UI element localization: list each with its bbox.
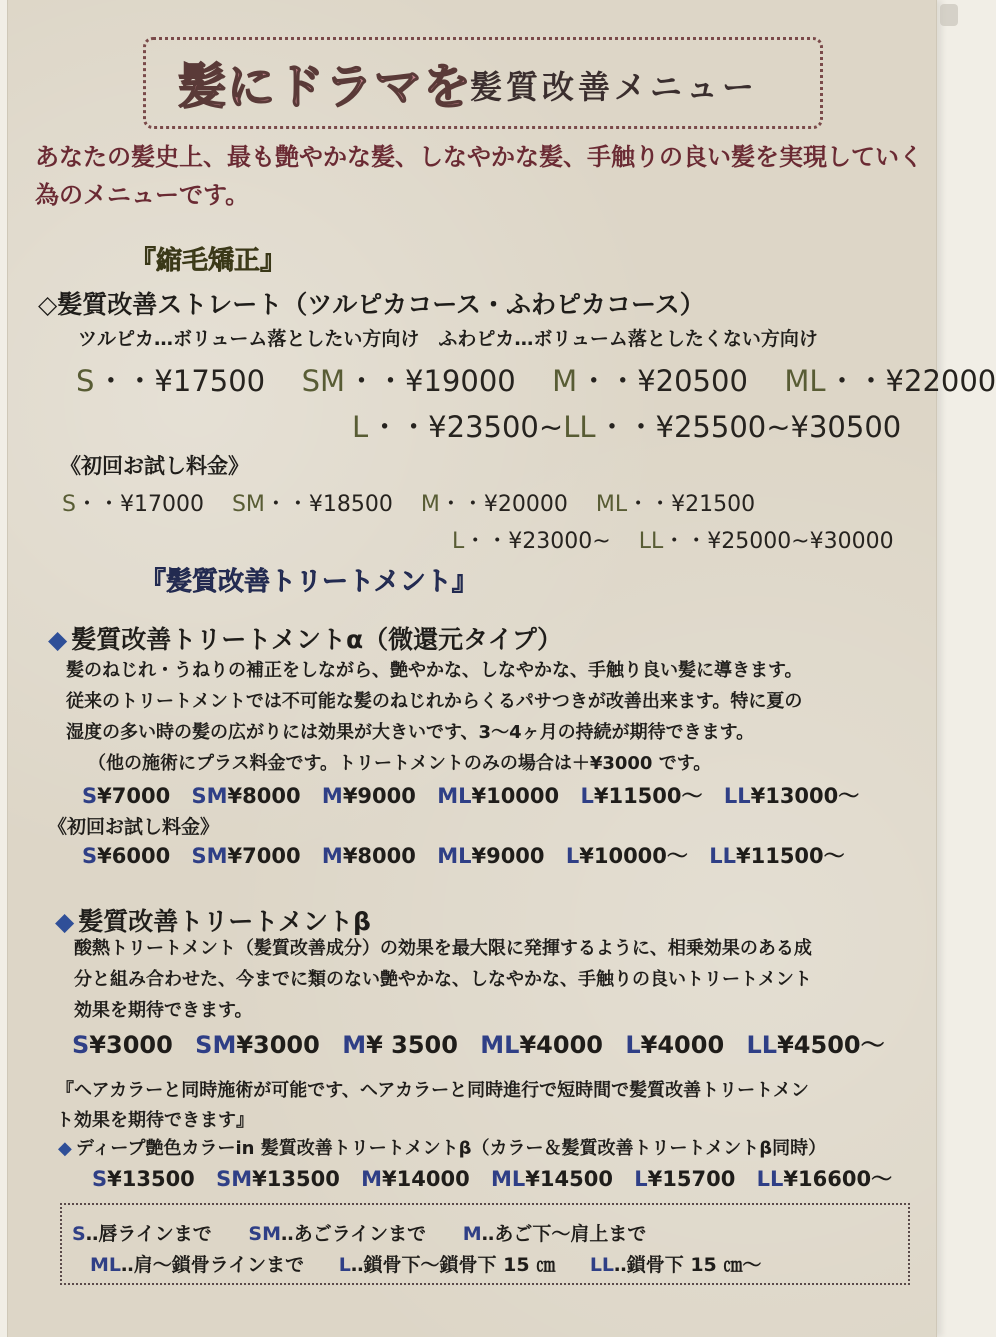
price-value: ¥11500～ — [593, 784, 703, 808]
price-size: SM — [195, 1031, 237, 1059]
alpha-trial-prices — [82, 840, 845, 870]
price-value: ・・¥17500 — [96, 364, 266, 398]
price-value: ¥15700 — [647, 1167, 736, 1191]
straight-trial-row1 — [62, 487, 755, 518]
length-text: ‥肩～鎖骨ラインまで — [121, 1254, 305, 1276]
straight-price-row1 — [76, 359, 996, 400]
deep-color-title-text: ディープ艶色カラーin 髪質改善トリートメントβ（カラー＆髪質改善トリートメントβ同時） — [75, 1138, 827, 1159]
price-size: M — [420, 492, 440, 517]
price-size: S — [62, 492, 76, 517]
price-size: S — [82, 844, 98, 868]
length-text: ‥あごラインまで — [281, 1223, 427, 1245]
straight-section-header: 『縮毛矯正』 — [130, 246, 287, 276]
price-value: ・・¥23000~ — [464, 529, 611, 554]
price-value: ・・¥21500 — [627, 492, 756, 517]
alpha-trial-label: 《初回お試し料金》 — [48, 816, 220, 838]
price-value: ・・¥19000 — [347, 364, 516, 398]
price-value: ¥8000 — [342, 844, 416, 868]
price-size: M — [321, 844, 343, 868]
price-size: LL — [563, 410, 596, 444]
size-label: L — [338, 1254, 351, 1276]
price-value: ¥3000 — [236, 1031, 320, 1059]
price-size: S — [76, 364, 95, 398]
size-label: ML — [90, 1254, 122, 1276]
note-line: ト効果を期待できます』 — [56, 1110, 254, 1131]
beta-description — [74, 933, 812, 1026]
price-value: ¥8000 — [227, 784, 301, 808]
size-label: LL — [589, 1254, 615, 1276]
length-text: ‥唇ラインまで — [85, 1223, 212, 1245]
length-guide-row1 — [72, 1219, 646, 1246]
price-value: ¥11500～ — [735, 844, 845, 868]
size-label: SM — [248, 1223, 282, 1245]
price-value: ¥16600～ — [783, 1167, 893, 1191]
price-size: LL — [756, 1167, 784, 1191]
price-value: ・・¥22000 — [827, 364, 996, 398]
price-value: ¥7000 — [97, 784, 171, 808]
price-size: M — [321, 784, 343, 808]
intro-text: あなたの髪史上、最も艶やかな髪、しなやかな髪、手触りの良い髪を実現していく為のメニューです。 — [35, 143, 923, 209]
price-value: ・・¥17000 — [75, 492, 204, 517]
price-size: ML — [595, 492, 628, 517]
length-text: ‥鎖骨下～鎖骨下 15 ㎝ — [350, 1254, 556, 1276]
desc-line: 分と組み合わせた、今までに類のない艶やかな、しなやかな、手触りの良いトリートメント — [74, 969, 812, 990]
price-size: L — [565, 844, 580, 868]
diamond-icon: ◆ — [48, 625, 68, 654]
price-size: LL — [709, 844, 736, 868]
price-size: M — [342, 1031, 367, 1059]
beta-prices — [72, 1025, 885, 1060]
price-size: M — [552, 364, 578, 398]
price-size: S — [92, 1167, 108, 1191]
desc-line: （他の施術にプラス料金です。トリートメントのみの場合は＋¥3000 です。 — [88, 753, 712, 774]
price-value: ¥6000 — [97, 844, 171, 868]
price-size: L — [634, 1167, 648, 1191]
price-value: ¥4000 — [640, 1031, 725, 1059]
price-value: ¥9000 — [471, 844, 545, 868]
price-size: ML — [480, 1031, 520, 1059]
price-size: ML — [437, 844, 472, 868]
price-size: L — [452, 529, 465, 554]
alpha-description — [66, 655, 803, 779]
title-main: 髪にドラマを — [178, 59, 473, 115]
deep-color-prices — [92, 1163, 892, 1193]
desc-line: 湿度の多い時の髪の広がりには効果が大きいです、3～4ヶ月の持続が期待できます。 — [66, 722, 755, 743]
price-size: L — [580, 784, 594, 808]
length-guide-row2 — [90, 1250, 761, 1277]
desc-line: 効果を期待できます。 — [74, 1000, 253, 1021]
desc-line: 酸熱トリートメント（髪質改善成分）の効果を最大限に発揮するように、相乗効果のある成 — [74, 938, 812, 959]
price-size: ML — [437, 784, 472, 808]
diamond-icon: ◆ — [58, 1138, 72, 1159]
price-value: ・・¥25000~¥30000 — [663, 529, 894, 554]
price-value: ¥ 3500 — [366, 1031, 458, 1059]
price-size: S — [82, 784, 98, 808]
price-size: ML — [491, 1167, 526, 1191]
straight-trial-row2 — [452, 524, 894, 555]
price-size: M — [361, 1167, 383, 1191]
length-text: ‥あご下～肩上まで — [481, 1223, 647, 1245]
length-text: ‥鎖骨下 15 ㎝～ — [614, 1254, 762, 1276]
straight-item-title: ◇髪質改善ストレート（ツルピカコース・ふわピカコース） — [38, 290, 705, 319]
note-line: 『ヘアカラーと同時施術が可能です、ヘアカラーと同時進行で短時間で髪質改善トリートメン — [56, 1080, 809, 1101]
size-label: M — [462, 1223, 482, 1245]
price-size: ML — [784, 364, 826, 398]
straight-trial-label: 《初回お試し料金》 — [60, 454, 249, 478]
price-value: ¥3000 — [89, 1031, 173, 1059]
alpha-title — [48, 620, 562, 656]
beta-title-text: 髪質改善トリートメントβ — [78, 907, 371, 936]
color-note — [56, 1076, 809, 1136]
price-size: SM — [191, 784, 228, 808]
price-size: SM — [301, 364, 346, 398]
price-size: L — [352, 410, 369, 444]
alpha-title-text: 髪質改善トリートメントα（微還元タイプ） — [71, 625, 563, 654]
diamond-icon: ◆ — [55, 907, 75, 936]
price-value: ¥4500～ — [777, 1031, 885, 1059]
price-size: LL — [746, 1031, 778, 1059]
price-size: LL — [723, 784, 751, 808]
price-size: SM — [216, 1167, 253, 1191]
straight-price-row2 — [352, 405, 901, 446]
desc-line: 髪のねじれ・うねりの補正をしながら、艶やかな、しなやかな、手触り良い髪に導きます。 — [66, 660, 803, 681]
price-value: ¥10000 — [471, 784, 560, 808]
price-size: LL — [638, 529, 664, 554]
course-description: ツルピカ…ボリューム落としたい方向け ふわピカ…ボリューム落としたくない方向け — [78, 328, 818, 350]
price-size: L — [625, 1031, 641, 1059]
price-value: ¥9000 — [342, 784, 416, 808]
price-size: S — [72, 1031, 90, 1059]
price-value: ¥10000～ — [579, 844, 688, 868]
price-value: ¥14500 — [525, 1167, 613, 1191]
price-value: ¥13500 — [107, 1167, 195, 1191]
price-size: SM — [191, 844, 228, 868]
price-value: ・・¥20000 — [439, 492, 568, 517]
title-sub: 髪質改善メニュー — [470, 68, 759, 106]
price-value: ¥13500 — [252, 1167, 340, 1191]
price-value: ・・¥25500~¥30500 — [597, 410, 902, 444]
price-value: ¥7000 — [227, 844, 301, 868]
price-value: ・・¥23500~ — [370, 410, 564, 444]
size-label: S — [72, 1223, 86, 1245]
pin-mark — [940, 4, 958, 26]
deep-color-title — [58, 1134, 826, 1160]
treatment-section-header: 『髪質改善トリートメント』 — [140, 567, 478, 597]
price-size: SM — [231, 492, 265, 517]
price-value: ¥4000 — [519, 1031, 603, 1059]
desc-line: 従来のトリートメントでは不可能な髪のねじれからくるパサつきが改善出来ます。特に夏の — [66, 691, 803, 712]
price-value: ・・¥18500 — [264, 492, 393, 517]
price-value: ¥13000～ — [750, 784, 860, 808]
alpha-prices — [82, 780, 859, 810]
price-value: ¥14000 — [382, 1167, 470, 1191]
price-value: ・・¥20500 — [579, 364, 748, 398]
